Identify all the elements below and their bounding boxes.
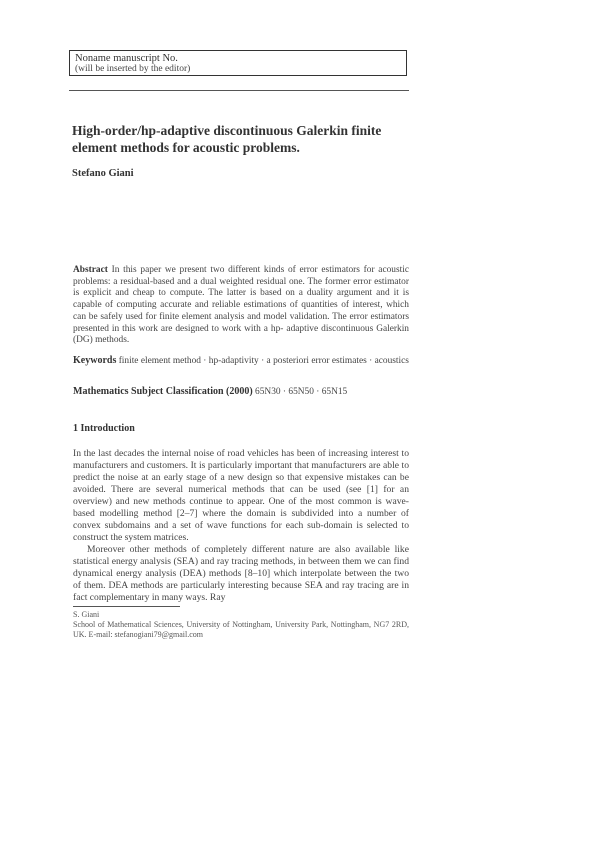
header-rule xyxy=(69,90,409,91)
paper-title: High-order/hp-adaptive discontinuous Galerkin finite element methods for acoustic problems. xyxy=(72,123,382,155)
section-heading-introduction: 1 Introduction xyxy=(73,423,135,434)
keywords-label: Keywords xyxy=(73,355,117,366)
editor-note: (will be inserted by the editor) xyxy=(75,64,191,74)
author-footnote xyxy=(73,610,409,640)
keywords xyxy=(73,355,409,367)
abstract xyxy=(73,265,409,347)
keywords-text: finite element method · hp-adaptivity · a posteriori error estimates · acoustics xyxy=(118,356,409,366)
paragraph: In the last decades the internal noise of road vehicles has been of increasing interest to manufacturers and customers. It is particularly important that manufacturers are able to predict the noise at an early stage of a new design so that expensive mistakes can be avoided. There are several numerical methods that can be used (see [1] for an overview) and new methods continue to appear. One of the most common is wave-based modelling method [2–7] where the domain is subdivided into a number of convex subdomains and a set of wave functions for each sub-domain is selected to construct the system matrices. xyxy=(73,448,409,543)
manuscript-label: Noname manuscript No. xyxy=(75,53,178,64)
introduction-body xyxy=(73,448,409,604)
msc-codes: 65N30 · 65N50 · 65N15 xyxy=(255,387,348,397)
paragraph: Moreover other methods of completely different nature are also available like statistical energy analysis (SEA) and ray tracing methods, in between them we can find dynamical energy analysis (DEA) methods [8–10] which interpolate between the two of them. DEA methods are particularly interesting because SEA and ray tracing are in fact complementary in many ways. Ray xyxy=(73,544,409,603)
manuscript-box xyxy=(69,50,407,76)
abstract-label: Abstract xyxy=(73,265,108,275)
footnote-author: S. Giani xyxy=(73,610,100,619)
footnote-address: School of Mathematical Sciences, University of Nottingham, University Park, Nottingham, NG7 2RD, UK. E-mail: stefanogiani79@gmail.com xyxy=(73,620,409,639)
author-name: Stefano Giani xyxy=(72,168,134,179)
footnote-rule xyxy=(73,606,180,607)
subject-classification xyxy=(73,386,409,397)
abstract-text: In this paper we present two different kinds of error estimators for acoustic problems: a residual-based and a dual weighted residual one. The former error estimator is explicit and cheap to compute. The latter is based on a duality argument and it is capable of computing accurate and reliable estimations of quantities of interest, which can be safely used for finite element analysis and model validation. The error estimators presented in this work are designed to work with a hp- adaptive discontinuous Galerkin (DG) methods. xyxy=(73,265,409,346)
msc-label: Mathematics Subject Classification (2000) xyxy=(73,386,253,397)
